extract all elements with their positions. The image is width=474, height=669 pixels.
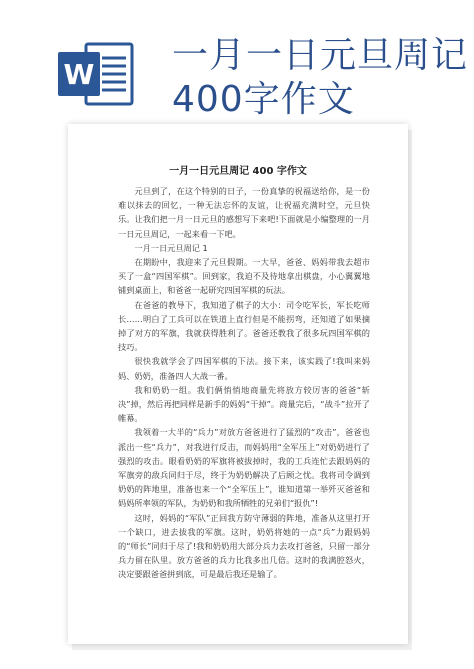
banner-title-line2: 400字作文 [172,79,355,120]
paragraph: 元旦到了，在这个特别的日子，一份真挚的祝福送给你，是一份难以抹去的回忆，一种无法忘怀的友谊，让祝福充满时空，元旦快乐。让我们把一月一日元旦的感想写下来吧!下面就是小编整理的一月一日元旦周记，一起来看一下吧。 [118,186,370,239]
paragraph: 我领着一大半的“兵力”对放方爸爸进行了猛烈的“攻击”，爸爸也派出一些“兵力”，对我进行反击，而妈妈用“全军压上”对奶奶进行了强烈的攻击。眼看奶奶的军旗将被拔掉时，我的工兵连忙去跟妈妈的军旗旁的敌兵同归于尽，终于为奶奶解决了后顾之忧。我将司令调到奶奶的阵地里，准备也来一个“全军压上”，谁知道第一举歼灭爸爸和妈妈所率领的军队，为奶奶和我所牺牲的兄弟们“报仇”! [118,427,370,509]
document-title: 一月一日元旦周记 400 字作文 [169,166,307,177]
document-banner [0,0,474,130]
paragraph: 我和奶奶一组。我们俩悄悄地商量先将放方较厉害的爸爸“斩决”掉，然后再把同样是新手的妈妈“干掉”。商量完后，“战斗”拉开了帷幕。 [118,384,370,424]
document-body [118,184,370,582]
word-logo-icon [56,38,136,110]
paragraph: 在期盼中，我迎来了元旦假期。一大早，爸爸、妈妈带我去超市买了一盒“四国军棋”。回到家，我迫不及待地拿出棋盘，小心翼翼地铺到桌面上，和爸爸一起研究四国军棋的玩法。 [118,257,370,296]
banner-title-line1: 一月一日元旦周记 [172,35,469,76]
paragraph: 很快我就学会了四国军棋的下法。接下来，该实践了!我叫来妈妈、奶奶，准备四人大战一番。 [118,356,370,381]
paragraph: 在爸爸的教导下，我知道了棋子的大小：司令吃军长，军长吃师长……明白了工兵可以在铁道上直行但是不能拐弯，还知道了如果摘掉了对方的军旗，我就获得胜利了。爸爸还教我了很多玩四国军棋的技巧。 [118,299,370,353]
paragraph: 这时，妈妈的“军队”正回我方防守薄弱的阵地，准备从这里打开一个缺口，进去拔我的军旗。这时，奶奶将她的一点“兵”力跟妈妈的“师长”同归于尽了!我和奶奶用大部分兵力去攻打爸爸，只留一部分兵力留在队里。放方爸爸的兵力比我多出几倍。这时的我满腔怒火，决定要跟爸爸拼到底，可是最后我还是输了。 [118,512,370,580]
document-page [68,124,408,644]
section-heading: 一月一日元旦周记 1 [134,242,208,253]
word-logo-letter: W [63,58,95,91]
